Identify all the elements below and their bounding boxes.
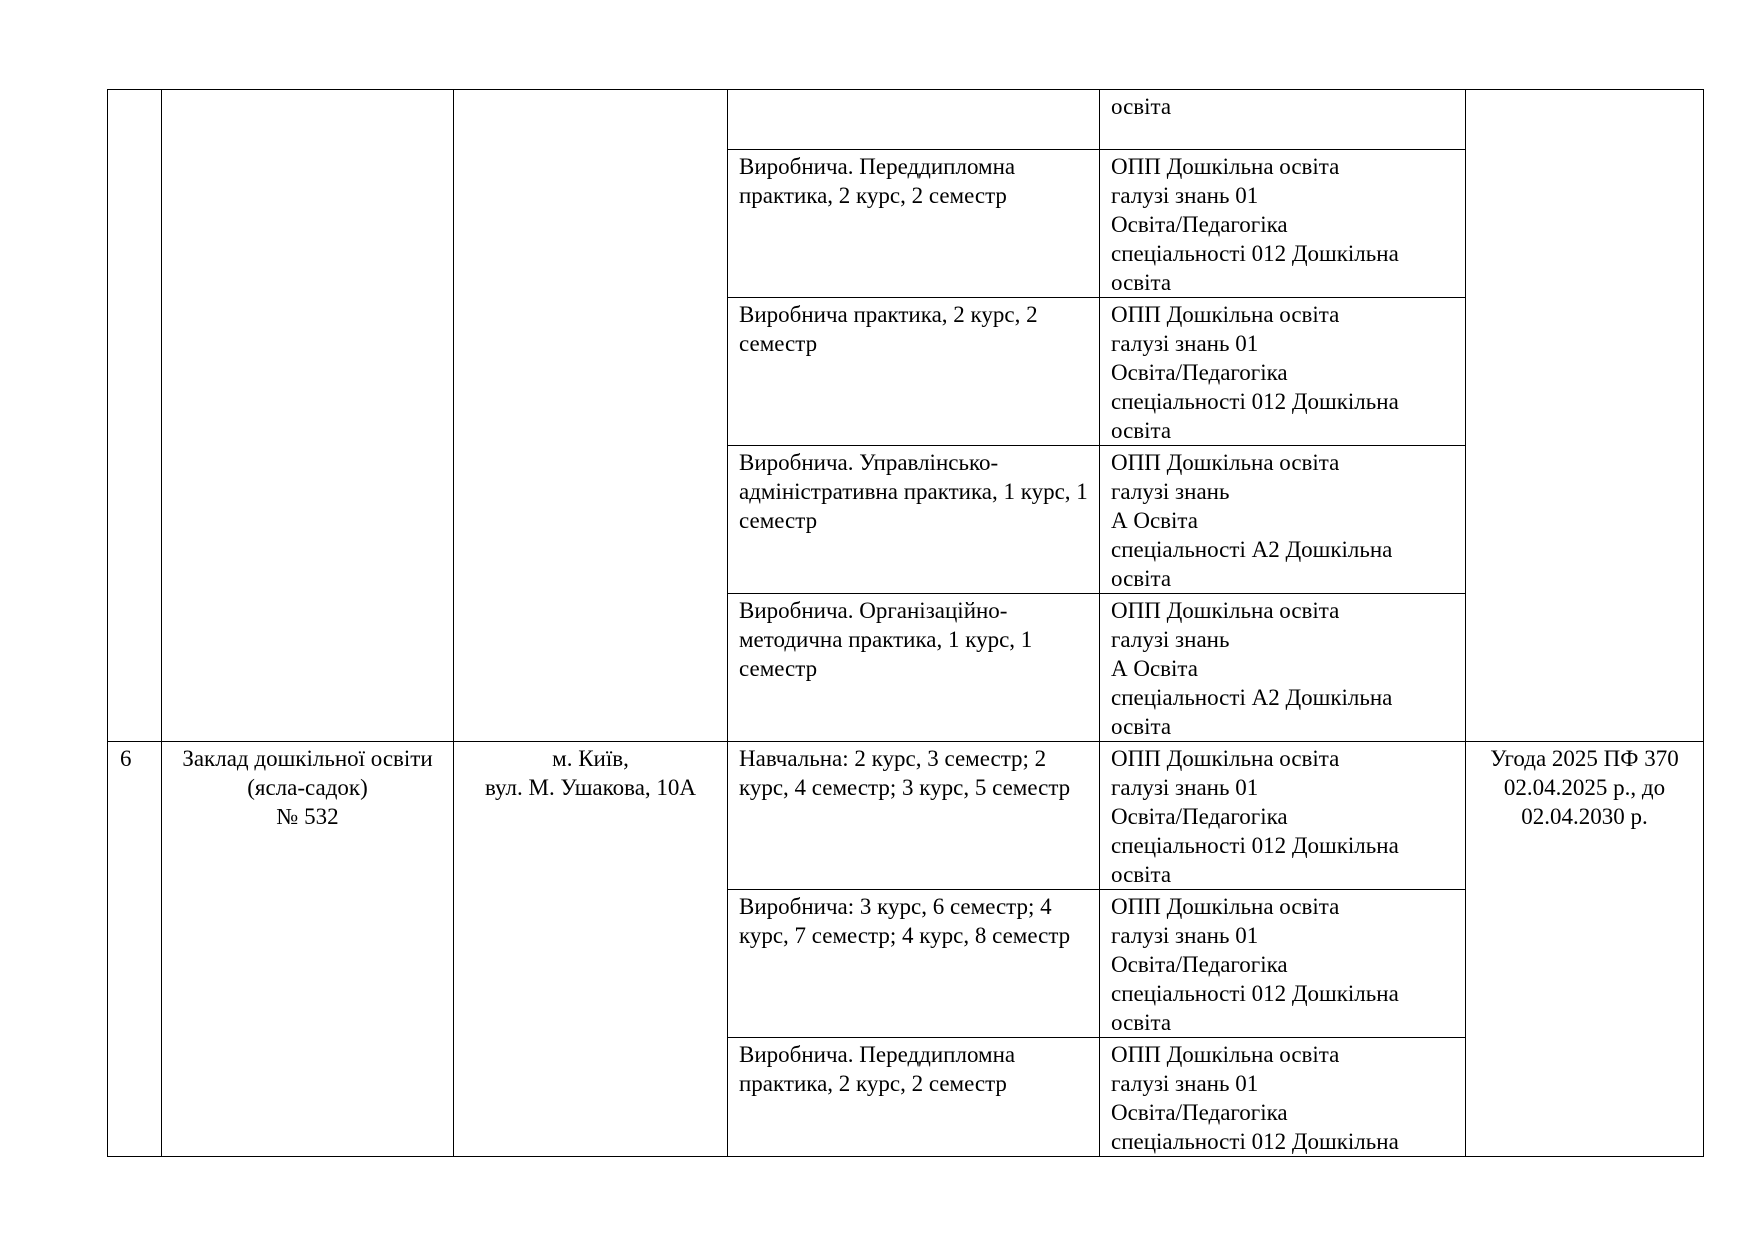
practice-bases-table xyxy=(107,89,1704,1157)
address-cell xyxy=(454,90,728,742)
institution-cell xyxy=(162,90,454,742)
program-cell: ОПП Дошкільна освіта галузі знань 01 Освіта/Педагогіка спеціальності 012 Дошкільна освіта xyxy=(1100,150,1466,298)
practice-cell: Виробнича: 3 курс, 6 семестр; 4 курс, 7 семестр; 4 курс, 8 семестр xyxy=(728,890,1100,1038)
program-cell: ОПП Дошкільна освіта галузі знань 01 Освіта/Педагогіка спеціальності 012 Дошкільна xyxy=(1100,1038,1466,1157)
practice-cell: Навчальна: 2 курс, 3 семестр; 2 курс, 4 семестр; 3 курс, 5 семестр xyxy=(728,742,1100,890)
entry-number: 6 xyxy=(108,742,162,1157)
table-row xyxy=(108,90,1704,150)
practice-cell: Виробнича. Переддипломна практика, 2 курс, 2 семестр xyxy=(728,1038,1100,1157)
agreement-text: Угода 2025 ПФ 370 02.04.2025 р., до 02.04.2030 р. xyxy=(1466,742,1704,1157)
practice-cell: Виробнича. Управлінсько-адміністративна практика, 1 курс, 1 семестр xyxy=(728,446,1100,594)
program-cell: освіта xyxy=(1100,90,1466,150)
program-cell: ОПП Дошкільна освіта галузі знань 01 Освіта/Педагогіка спеціальності 012 Дошкільна освіта xyxy=(1100,890,1466,1038)
institution-address: м. Київ, вул. М. Ушакова, 10А xyxy=(454,742,728,1157)
program-cell: ОПП Дошкільна освіта галузі знань 01 Освіта/Педагогіка спеціальності 012 Дошкільна освіта xyxy=(1100,742,1466,890)
practice-cell: Виробнича практика, 2 курс, 2 семестр xyxy=(728,298,1100,446)
table-row xyxy=(108,742,1704,890)
agreement-cell xyxy=(1466,90,1704,742)
practice-cell: Виробнича. Переддипломна практика, 2 курс, 2 семестр xyxy=(728,150,1100,298)
number-cell xyxy=(108,90,162,742)
practice-cell xyxy=(728,90,1100,150)
program-cell: ОПП Дошкільна освіта галузі знань А Освіта спеціальності А2 Дошкільна освіта xyxy=(1100,446,1466,594)
institution-name: Заклад дошкільної освіти (ясла-садок) № 532 xyxy=(162,742,454,1157)
program-cell: ОПП Дошкільна освіта галузі знань А Освіта спеціальності А2 Дошкільна освіта xyxy=(1100,594,1466,742)
program-cell: ОПП Дошкільна освіта галузі знань 01 Освіта/Педагогіка спеціальності 012 Дошкільна освіта xyxy=(1100,298,1466,446)
practice-cell: Виробнича. Організаційно-методична практика, 1 курс, 1 семестр xyxy=(728,594,1100,742)
